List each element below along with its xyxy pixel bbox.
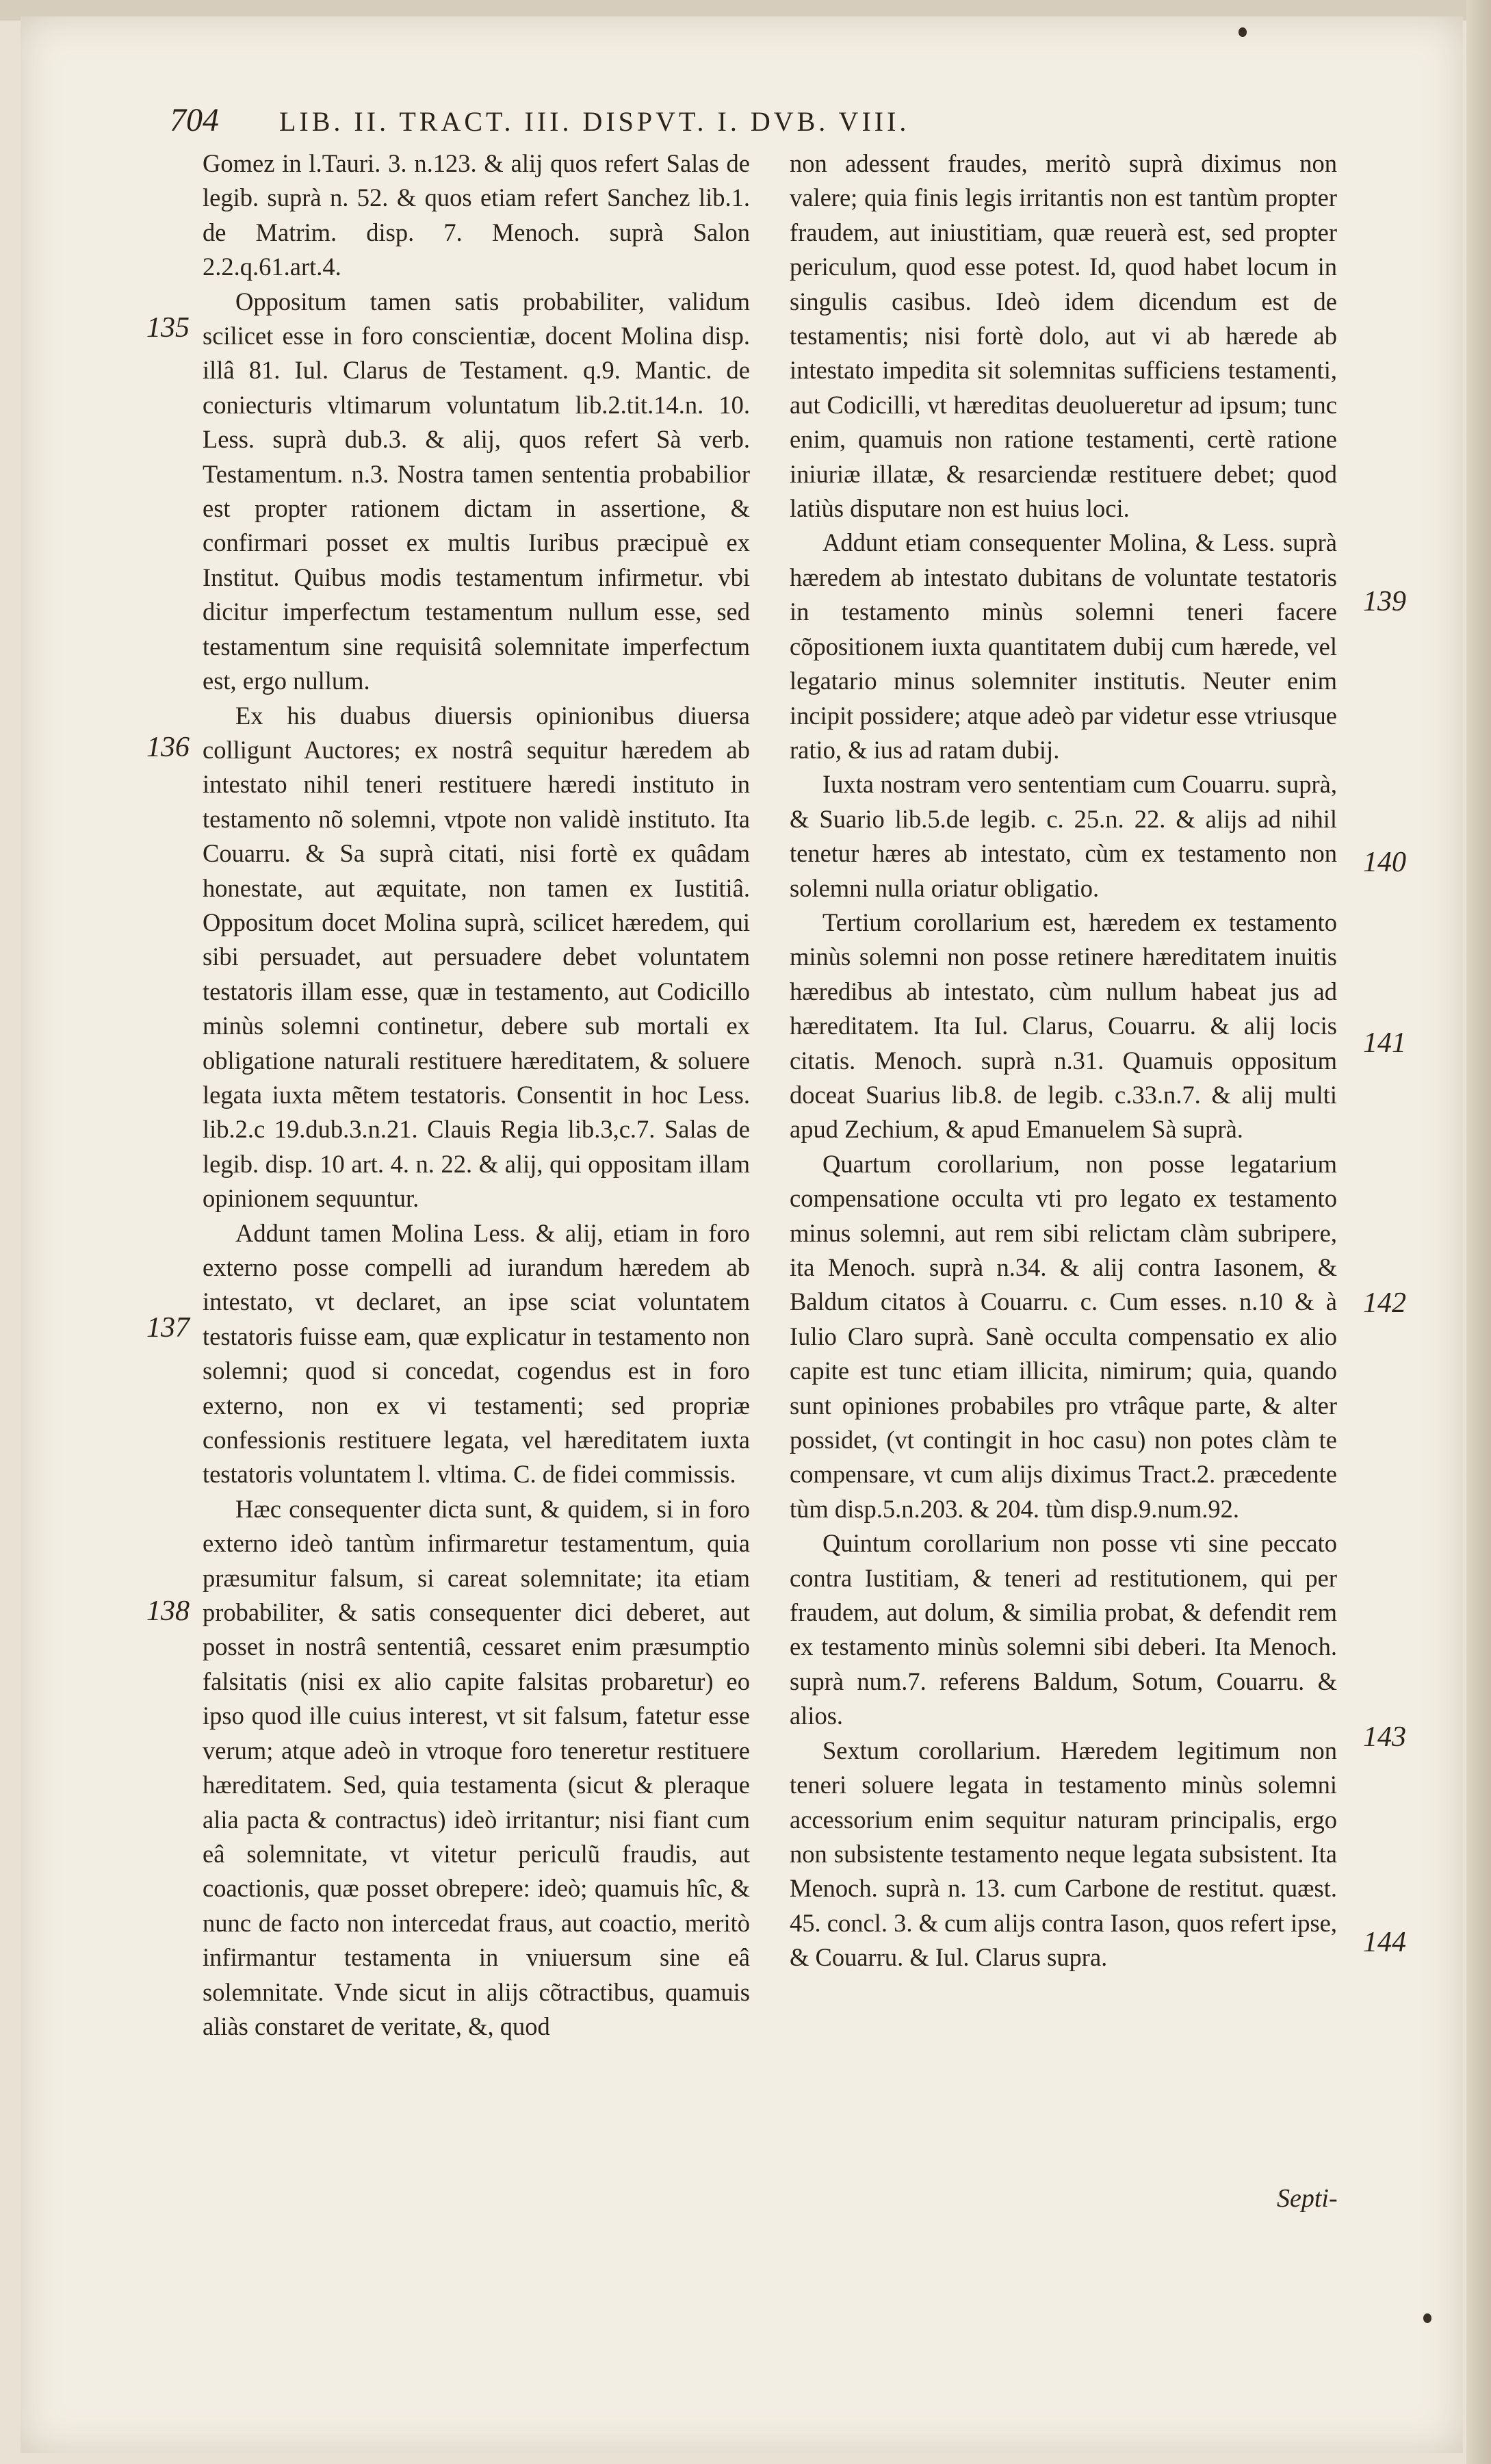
margin-number: 136 — [146, 732, 190, 763]
margin-number: 141 — [1363, 1027, 1406, 1059]
catchword: Septi- — [1277, 2184, 1338, 2213]
margin-number: 140 — [1363, 847, 1406, 878]
paragraph: Oppositum tamen satis probabiliter, validum scilicet esse in foro conscientiæ, docent Molina disp. illâ 81. Iul. Clarus de Testament. q.9. Mantic. de coniecturis vltimarum voluntatum lib.2.tit.14.n. 10. Less. suprà dub.3. & alij, quos refert Sà verb. Testamentum. n.3. Nostra tamen sententia probabilior est propter rationem dictam in assertione, & confirmari posset ex multis Iuribus præcipuè ex Institut. Quibus modis testamentum infirmetur. vbi dicitur imperfectum testamentum nullum esse, sed testamentum sine requisitâ solemnitate imperfectum est, ergo nullum. — [203, 287, 750, 695]
margin-number: 138 — [146, 1595, 190, 1627]
scan-border-right — [1466, 0, 1491, 2464]
paragraph: Hæc consequenter dicta sunt, & quidem, si in foro externo ideò tantùm infirmaretur testamentum, quia præsumitur falsum, si careat solemnitate; ita etiam probabiliter, & satis consequenter dici deberet, aut posset in nostrâ sententiâ, cessaret enim præsumptio falsitatis (nisi ex alio capite falsitas probaretur) eo ipso quod ille cuius interest, vt sit falsum, fatetur esse verum; atque adeò in vtroque foro teneretur restituere hæreditatem. Sed, quia testamenta (sicut & pleraque alia pacta & contractus) ideò irritantur; nisi fiant cum eâ solemnitate, vt vitetur periculũ fraudis, aut coactionis, quæ posset obrepere: ideò; quamuis hîc, & nunc de facto non intercedat fraus, aut coactio, meritò infirmantur testamenta in vniuersum sine eâ solemnitate. Vnde sicut in alijs cõtractibus, quamuis aliàs constaret de veritate, &, quod — [203, 1494, 750, 2040]
paragraph: Gomez in l.Tauri. 3. n.123. & alij quos refert Salas de legib. suprà n. 52. & quos etiam refert Sanchez lib.1. de Matrim. disp. 7. Menoch. suprà Salon 2.2.q.61.art.4. — [203, 149, 750, 281]
margin-number: 137 — [146, 1312, 190, 1344]
paragraph: Addunt etiam consequenter Molina, & Less. suprà hæredem ab intestato dubitans de voluntate testatoris in testamento minùs solemni teneri facere cõpositionem iuxta quantitatem dubij cum hærede, vel legatario minus solemniter institutis. Neuter enim incipit possidere; atque adeò par videtur esse vtriusque ratio, & ius ad ratam dubij. — [790, 528, 1337, 764]
margin-number: 144 — [1363, 1927, 1406, 1958]
margin-number: 143 — [1363, 1721, 1406, 1753]
ink-spot — [1239, 27, 1247, 37]
ink-spot — [1423, 2313, 1431, 2323]
paragraph: Quintum corollarium non posse vti sine peccato contra Iustitiam, & teneri ad restitutionem, qui per fraudem, aut dolum, & similia probat, & defendit rem ex testamento minùs solemni sibi deberi. Ita Menoch. suprà num.7. referens Baldum, Sotum, Couarru. & alios. — [790, 1529, 1337, 1730]
running-title: LIB. II. TRACT. III. DISPVT. I. DVB. VIII. — [279, 106, 910, 137]
page-number: 704 — [170, 102, 219, 138]
paragraph: Quartum corollarium, non posse legatarium compensatione occulta vti pro legato ex testamento minus solemni, aut rem sibi relictam clàm subripere, ita Menoch. suprà n.34. & alij contra Iasonem, & Baldum citatos à Couarru. c. Cum esses. n.10 & à Iulio Claro suprà. Sanè occulta compensatio ex alio capite est tunc etiam illicita, nimirum; quia, quando sunt opiniones probabiles pro vtrâque parte, & alter possidet, (vt contingit in hoc casu) non potes clàm te compensare, vt cum alijs diximus Tract.2. præcedente tùm disp.5.n.203. & 204. tùm disp.9.num.92. — [790, 1149, 1337, 1523]
margin-number: 142 — [1363, 1287, 1406, 1319]
paragraph: Sextum corollarium. Hæredem legitimum non teneri soluere legata in testamento minùs solemni accessorium enim sequitur naturam principalis, ergo non subsistente testamento neque legata subsistent. Ita Menoch. suprà n. 13. cum Carbone de restitut. quæst. 45. concl. 3. & cum alijs contra Iason, quos refert ipse, & Couarru. & Iul. Clarus supra. — [790, 1736, 1337, 1972]
running-header — [170, 101, 1237, 149]
margin-number: 135 — [146, 312, 190, 344]
paragraph: Ex his duabus diuersis opinionibus diuersa colligunt Auctores; ex nostrâ sequitur hæredem ab intestato nihil teneri restituere hæredi instituto in testamento nõ solemni, vtpote non validè instituto. Ita Couarru. & Sa suprà citati, nisi fortè ex quâdam honestate, aut æquitate, non tamen ex Iustitiâ. Oppositum docet Molina suprà, scilicet hæredem, qui sibi persuadet, aut persuadere debet voluntatem testatoris illam esse, quæ in testamento, aut Codicillo minùs solemni continetur, debere sub mortali ex obligatione naturali restituere hæreditatem, & soluere legata iuxta mẽtem testatoris. Consentit in hoc Less. lib.2.c 19.dub.3.n.21. Clauis Regia lib.3,c.7. Salas de legib. disp. 10 art. 4. n. 22. & alij, qui oppositam illam opinionem sequuntur. — [203, 701, 750, 1213]
paragraph: non adessent fraudes, meritò suprà diximus non valere; quia finis legis irritantis non est tantùm propter fraudem, aut iniustitiam, quæ reuerà est, sed propter periculum, quod esse potest. Id, quod habet locum in singulis casibus. Ideò idem dicendum est de testamentis; nisi fortè dolo, aut vi ab hærede ab intestato impedita sit solemnitas sufficiens testamenti, aut Codicilli, vt hæreditas deuolueretur ad ipsum; tunc enim, quamuis non ratione testamenti, certè ratione iniuriæ illatæ, & resarciendæ restituere debet; quod latiùs disputare non est huius loci. — [790, 149, 1337, 523]
right-column — [790, 146, 1337, 2207]
left-column — [203, 146, 750, 2207]
margin-number: 139 — [1363, 586, 1406, 617]
paragraph: Iuxta nostram vero sententiam cum Couarru. suprà, & Suario lib.5.de legib. c. 25.n. 22. & alijs ad nihil tenetur hæres ab intestato, cùm ex testamento non solemni nulla oriatur obligatio. — [790, 770, 1337, 902]
paragraph: Addunt tamen Molina Less. & alij, etiam in foro externo posse compelli ad iurandum hæredem ab intestato, vt declaret, an ipse sciat voluntatem testatoris fuisse eam, quæ explicatur in testamento non solemni; quod si concedat, cogendus est in foro externo, non ex vi testamenti; sed propriæ confessionis restituere legata, vel hæreditatem iuxta testatoris voluntatem l. vltima. C. de fidei commissis. — [203, 1218, 750, 1489]
paragraph: Tertium corollarium est, hæredem ex testamento minùs solemni non posse retinere hæreditatem inuitis hæredibus ab intestato, cùm nullum habeat jus ad hæreditatem. Ita Iul. Clarus, Couarru. & alij locis citatis. Menoch. suprà n.31. Quamuis oppositum doceat Suarius lib.8. de legib. c.33.n.7. & alij multi apud Zechium, & apud Emanuelem Sà suprà. — [790, 908, 1337, 1144]
